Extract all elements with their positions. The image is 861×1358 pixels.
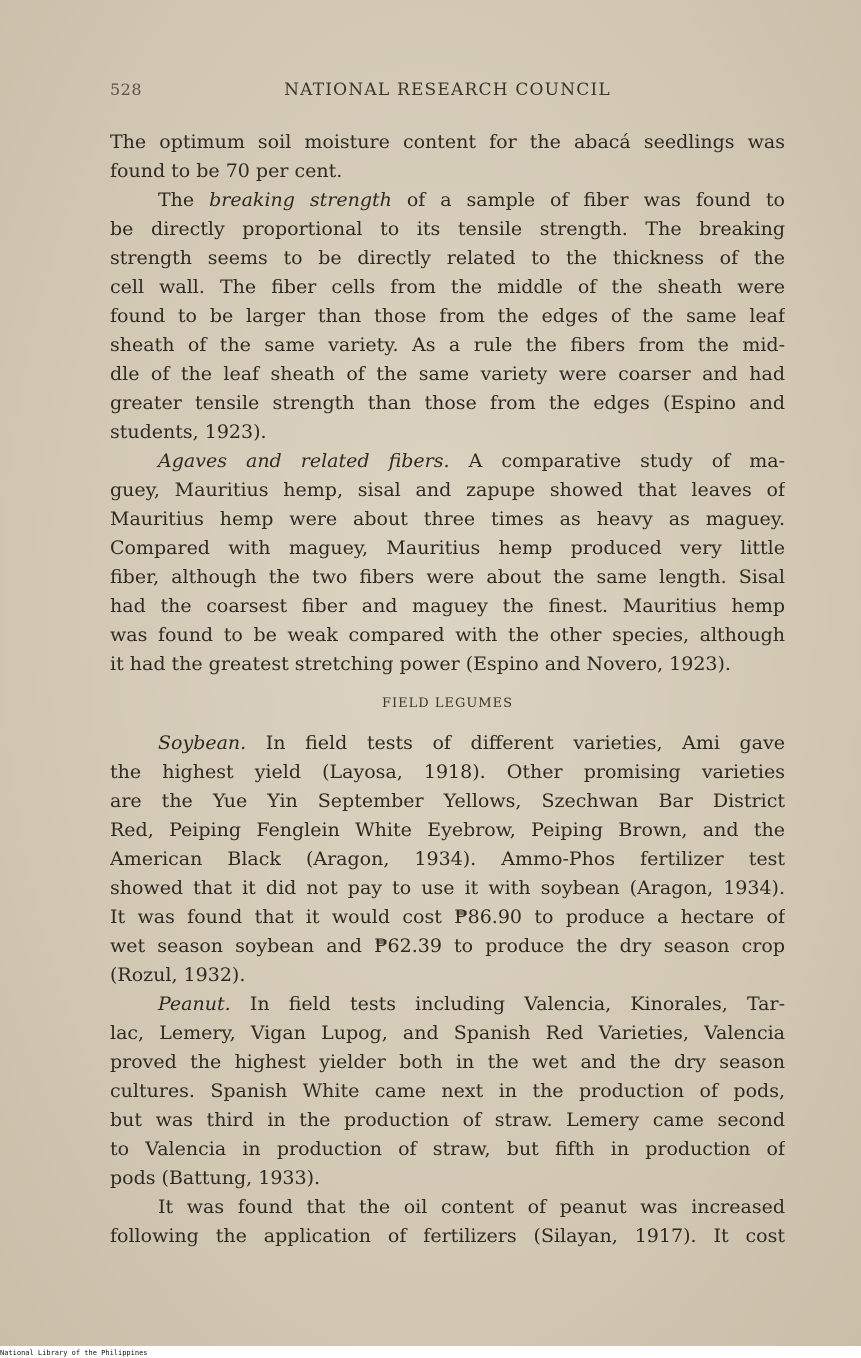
text-line: pods (Battung, 1933).: [110, 1167, 321, 1189]
text-line: Compared with maguey, Mauritius hemp produced very little: [110, 537, 785, 559]
text-line: strength seems to be directly related to the thickness of the: [110, 247, 785, 269]
text-line: dle of the leaf sheath of the same variety were coarser and had: [110, 363, 785, 385]
text-line: to Valencia in production of straw, but fifth in production of: [110, 1138, 785, 1160]
page-header: [110, 80, 785, 104]
text-line: lac, Lemery, Vigan Lupog, and Spanish Red Varieties, Valencia: [110, 1022, 785, 1044]
text-run: In field tests of different varieties, Ami gave: [265, 732, 785, 754]
paragraph-opening-line: [110, 729, 785, 758]
text-line: sheath of the same variety. As a rule the fibers from the mid-: [110, 334, 785, 356]
paragraph-lead-italic: Agaves and related fibers.: [158, 450, 450, 472]
text-line: cell wall. The fiber cells from the middle of the sheath were: [110, 276, 785, 298]
text-line: proved the highest yielder both in the wet and the dry season: [110, 1051, 785, 1073]
paragraph-opening-line: [110, 186, 785, 215]
text-run: In field tests including Valencia, Kinorales, Tar-: [249, 993, 785, 1015]
text-line: American Black (Aragon, 1934). Ammo-Phos fertilizer test: [110, 848, 785, 870]
text-line: was found to be weak compared with the other species, although: [110, 624, 785, 646]
text-run: The: [158, 189, 195, 211]
paragraph-lead-italic: breaking strength: [209, 189, 392, 211]
text-line: fiber, although the two fibers were about the same length. Sisal: [110, 566, 785, 588]
text-run: of a sample of fiber was found to: [406, 189, 785, 211]
text-line: following the application of fertilizers (Silayan, 1917). It cost: [110, 1225, 785, 1247]
text-line: found to be larger than those from the edges of the same leaf: [110, 305, 785, 327]
text-line: The optimum soil moisture content for the abacá seedlings was: [110, 131, 785, 153]
text-line: greater tensile strength than those from the edges (Espino and: [110, 392, 785, 414]
text-line: showed that it did not pay to use it with soybean (Aragon, 1934).: [110, 877, 785, 899]
body-text: [110, 128, 785, 1251]
paragraph-opening-line: It was found that the oil content of peanut was increased: [158, 1196, 785, 1218]
text-line: the highest yield (Layosa, 1918). Other promising varieties: [110, 761, 785, 783]
text-line: students, 1923).: [110, 421, 267, 443]
text-line: Mauritius hemp were about three times as heavy as maguey.: [110, 508, 785, 530]
text-line: guey, Mauritius hemp, sisal and zapupe showed that leaves of: [110, 479, 785, 501]
text-line: Red, Peiping Fenglein White Eyebrow, Peiping Brown, and the: [110, 819, 785, 841]
text-line: be directly proportional to its tensile strength. The breaking: [110, 218, 785, 240]
text-line: It was found that it would cost ₱86.90 to produce a hectare of: [110, 906, 785, 928]
paragraph-opening-line: [110, 990, 785, 1019]
text-line: found to be 70 per cent.: [110, 160, 343, 182]
running-head: NATIONAL RESEARCH COUNCIL: [284, 80, 611, 100]
library-credit: National Library of the Philippines: [0, 1349, 148, 1357]
text-line: it had the greatest stretching power (Espino and Novero, 1923).: [110, 653, 731, 675]
text-line: are the Yue Yin September Yellows, Szechwan Bar District: [110, 790, 785, 812]
text-line: (Rozul, 1932).: [110, 964, 246, 986]
paragraph-lead-italic: Peanut.: [158, 993, 231, 1015]
text-line: but was third in the production of straw. Lemery came second: [110, 1109, 785, 1131]
text-line: cultures. Spanish White came next in the production of pods,: [110, 1080, 785, 1102]
section-heading: FIELD LEGUMES: [381, 696, 513, 711]
page-number: 528: [110, 80, 143, 99]
text-line: had the coarsest fiber and maguey the finest. Mauritius hemp: [110, 595, 785, 617]
paragraph-opening-line: [110, 447, 785, 476]
text-line: wet season soybean and ₱62.39 to produce the dry season crop: [110, 935, 785, 957]
text-run: A comparative study of ma-: [468, 450, 785, 472]
paragraph-lead-italic: Soybean.: [158, 732, 247, 754]
